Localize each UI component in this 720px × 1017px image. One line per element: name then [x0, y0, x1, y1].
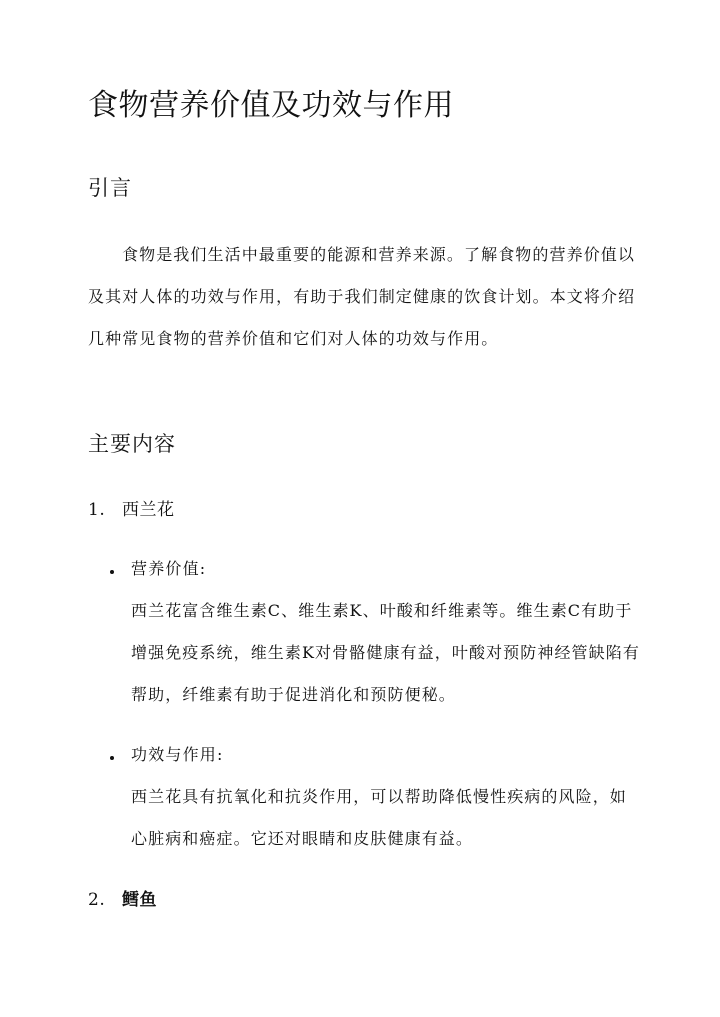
item-number: 2. [88, 890, 106, 910]
item-name: 西兰花 [122, 500, 175, 520]
intro-paragraph: 食物是我们生活中最重要的能源和营养来源。了解食物的营养价值以及其对人体的功效与作用，有助于我们制定健康的饮食计划。本文将介绍几种常见食物的营养价值和它们对人体的功效与作用。 [88, 245, 636, 348]
nutrition-text: 西兰花富含维生素C、维生素K、叶酸和纤维素等。维生素C有助于增强免疫系统，维生素K对骨骼健康有益，叶酸对预防神经管缺陷有帮助，纤维素有助于促进消化和预防便秘。 [131, 601, 640, 704]
item-heading-cod [88, 886, 157, 914]
effect-text: 西兰花具有抗氧化和抗炎作用，可以帮助降低慢性疾病的风险，如心脏病和癌症。它还对眼睛和皮肤健康有益。 [131, 787, 627, 848]
item-number: 1. [88, 500, 106, 520]
document-title: 食物营养价值及功效与作用 [88, 88, 454, 123]
item-name: 鳕鱼 [122, 890, 157, 910]
bullet-icon [108, 752, 118, 762]
effect-label: 功效与作用: [131, 745, 224, 764]
main-content-heading: 主要内容 [88, 432, 176, 456]
intro-heading: 引言 [88, 176, 132, 200]
bullet-icon [108, 566, 118, 576]
item-heading-broccoli [88, 496, 175, 524]
nutrition-label: 营养价值: [131, 559, 207, 578]
